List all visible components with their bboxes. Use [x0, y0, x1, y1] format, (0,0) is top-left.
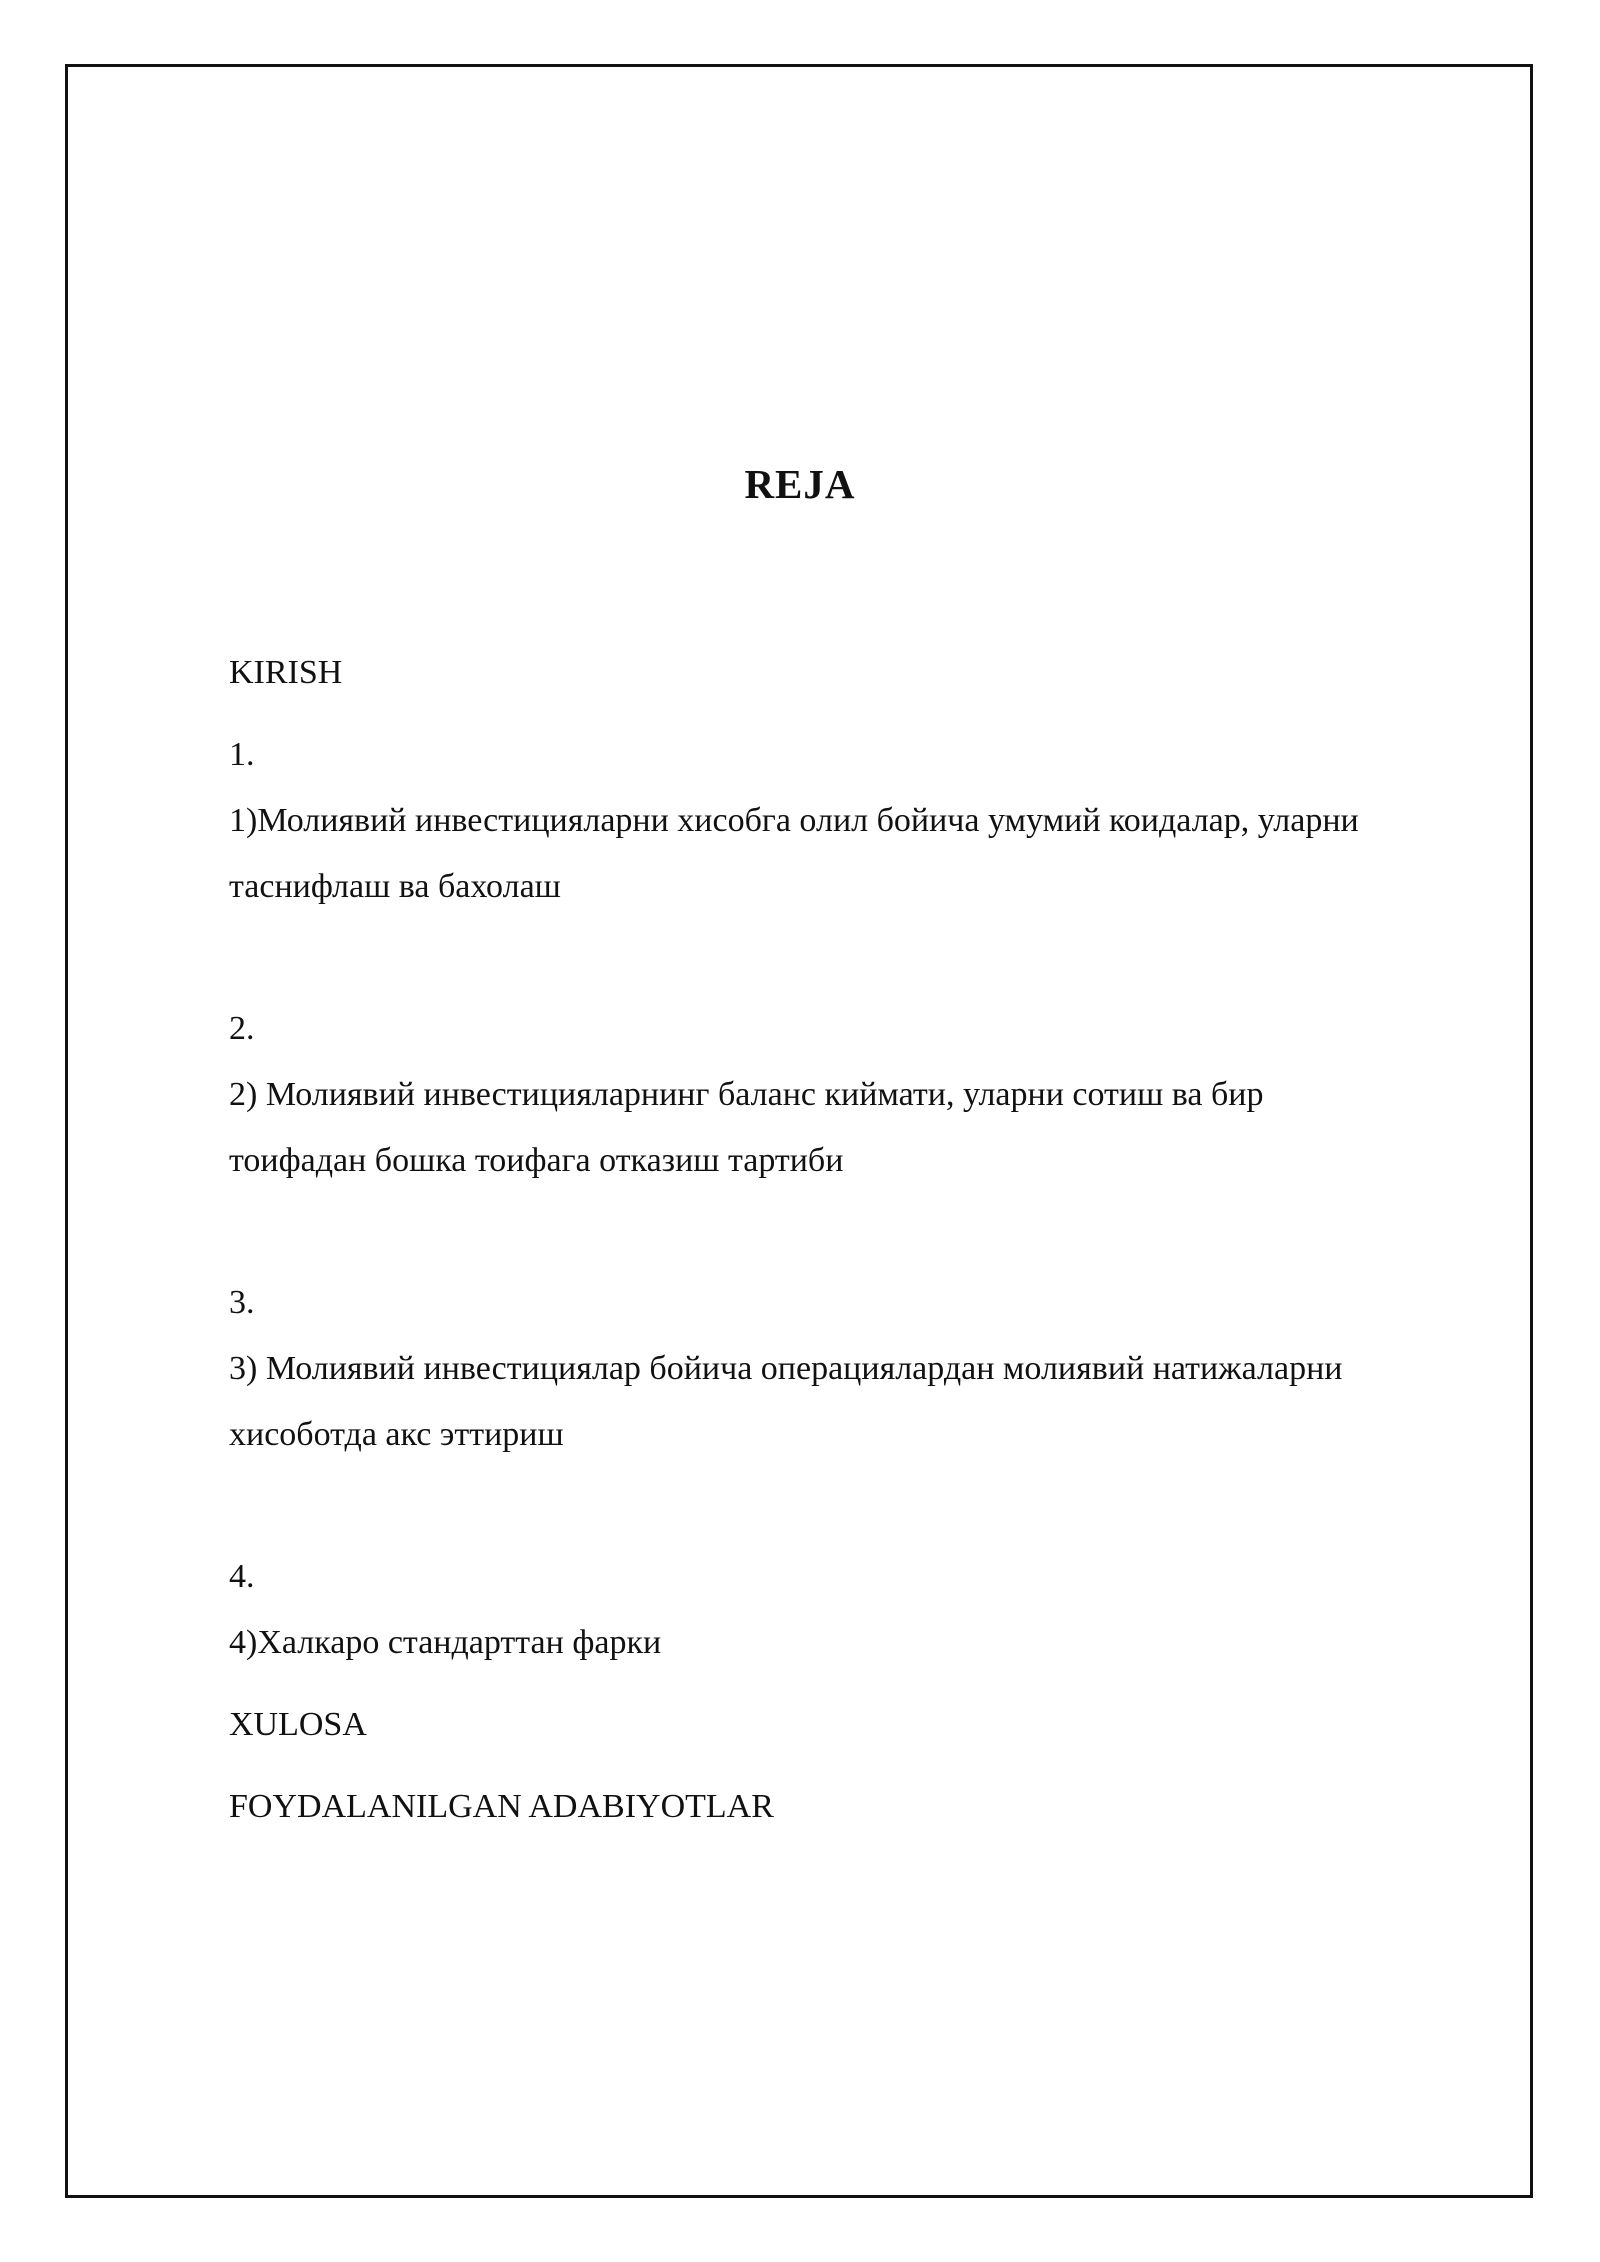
plan-content [229, 640, 1509, 1840]
plan-item-3 [229, 1336, 1509, 1468]
item-number: 1. [229, 736, 255, 773]
plan-item-line: 3) Молиявий инвестициялар бойича операциялардан молиявий натижаларни [229, 1350, 1343, 1387]
item-number: 2. [229, 1010, 255, 1047]
plan-item-line: 1)Молиявий инвестицияларни хисобга олил бойича умумий коидалар, уларни [229, 802, 1359, 839]
item-number: 3. [229, 1284, 255, 1321]
page-title: REJA [744, 461, 856, 507]
conclusion-heading: XULOSA [229, 1706, 367, 1743]
plan-item-line: таснифлаш ва бахолаш [229, 868, 561, 905]
item-number: 4. [229, 1558, 255, 1595]
plan-item-line: 4)Халкаро стандарттан фарки [229, 1624, 662, 1661]
plan-item-4 [229, 1610, 1509, 1676]
plan-item-line: 2) Молиявий инвестицияларнинг баланс киймати, уларни сотиш ва бир [229, 1076, 1264, 1113]
plan-item-2 [229, 1062, 1509, 1194]
references-heading: FOYDALANILGAN ADABIYOTLAR [229, 1788, 774, 1825]
plan-item-line: хисоботда акс эттириш [229, 1416, 564, 1453]
plan-item-line: тоифадан бошка тоифага отказиш тартиби [229, 1142, 844, 1179]
plan-item-1 [229, 788, 1509, 920]
intro-heading: KIRISH [229, 654, 343, 691]
